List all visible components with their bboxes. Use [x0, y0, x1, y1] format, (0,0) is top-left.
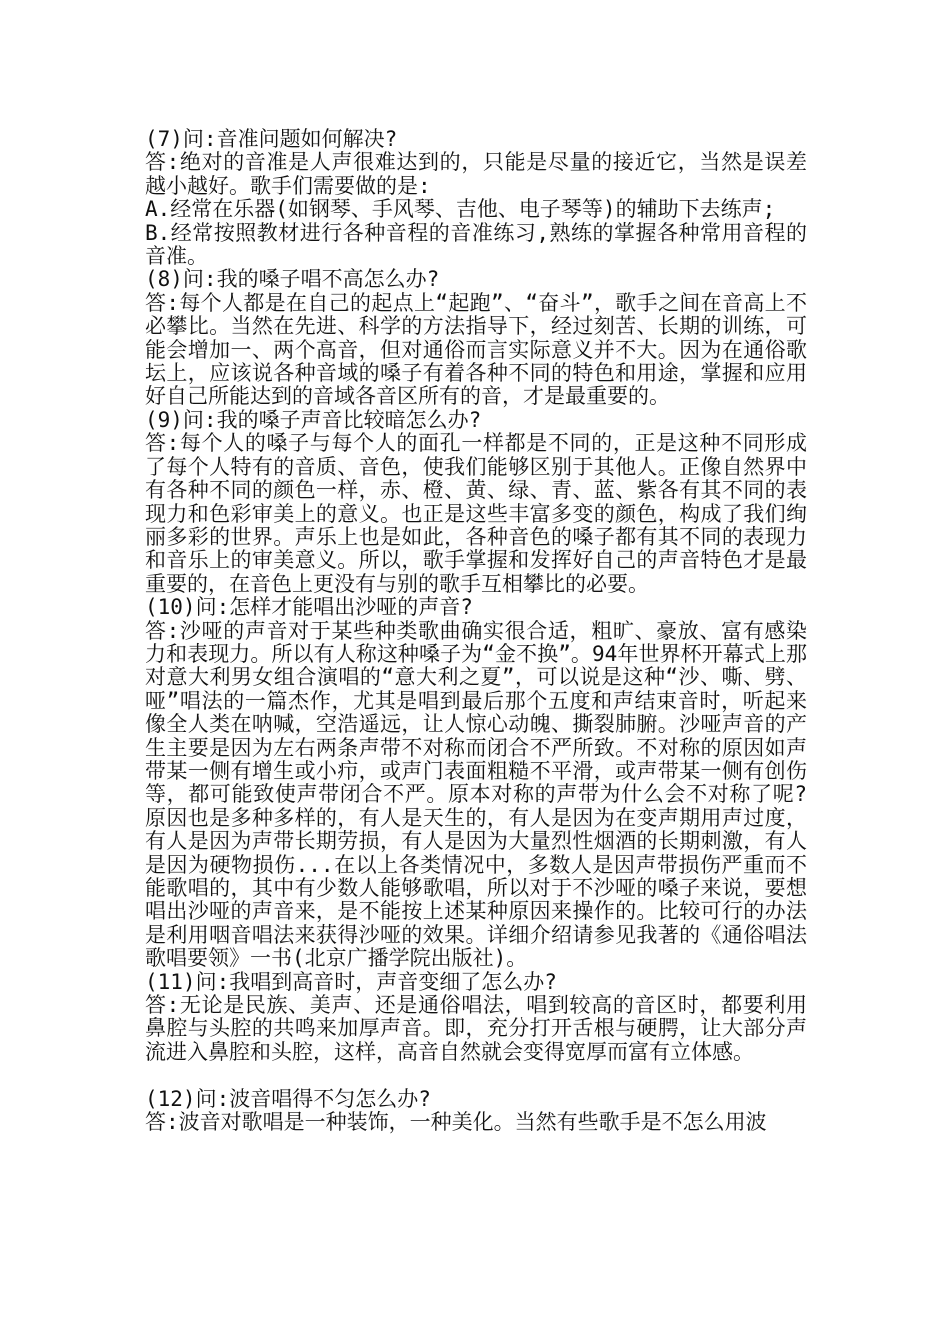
answer-7-text: 答:绝对的音准是人声很难达到的，只能是尽量的接近它，当然是误差越小越好。歌手们需要做的是:: [145, 150, 807, 198]
question-9-heading: (9)问:我的嗓子声音比较暗怎么办?: [145, 407, 482, 432]
answer-7-item-a: A.经常在乐器(如钢琴、手风琴、吉他、电子琴等)的辅助下去练声;: [145, 197, 776, 222]
question-10-heading: (10)问:怎样才能唱出沙哑的声音?: [145, 595, 473, 620]
document-body: [145, 128, 807, 1134]
answer-11-text: 答:无论是民族、美声、还是通俗唱法，唱到较高的音区时，都要利用鼻腔与头腔的共鸣来加厚声音。即，充分打开舌根与硬腭，让大部分声流进入鼻腔和头腔，这样，高音自然就会变得宽厚而富有立体感。: [145, 993, 807, 1064]
answer-9-text: 答:每个人的嗓子与每个人的面孔一样都是不同的，正是这种不同形成了每个人特有的音质、音色，使我们能够区别于其他人。正像自然界中有各种不同的颜色一样，赤、橙、黄、绿、青、蓝、紫各有其不同的表现力和色彩审美上的意义。也正是这些丰富多变的颜色，构成了我们绚丽多彩的世界。声乐上也是如此，各种音色的嗓子都有其不同的表现力和音乐上的审美意义。所以，歌手掌握和发挥好自己的声音特色才是最重要的，在音色上更没有与别的歌手互相攀比的必要。: [145, 431, 807, 596]
blank-line: [145, 1064, 807, 1087]
answer-12-text: 答:波音对歌唱是一种装饰，一种美化。当然有些歌手是不怎么用波: [145, 1110, 767, 1135]
answer-8-text: 答:每个人都是在自己的起点上“起跑”、“奋斗”，歌手之间在音高上不必攀比。当然在先进、科学的方法指导下，经过刻苦、长期的训练，可能会增加一、两个高音，但对通俗而言实际意义并不大。因为在通俗歌坛上，应该说各种音域的嗓子有着各种不同的特色和用途，掌握和应用好自己所能达到的音域各音区所有的音，才是最重要的。: [145, 290, 807, 409]
question-8-heading: (8)问:我的嗓子唱不高怎么办?: [145, 267, 440, 292]
question-12-heading: (12)问:波音唱得不匀怎么办?: [145, 1086, 431, 1111]
answer-10-text: 答:沙哑的声音对于某些种类歌曲确实很合适，粗旷、豪放、富有感染力和表现力。所以有人称这种嗓子为“金不换”。94年世界杯开幕式上那对意大利男女组合演唱的“意大利之夏”，可以说是这种“沙、嘶、劈、哑”唱法的一篇杰作，尤其是唱到最后那个五度和声结束音时，听起来像全人类在呐喊，空浩遥远，让人惊心动魄、撕裂肺腑。沙哑声音的产生主要是因为左右两条声带不对称而闭合不严所致。不对称的原因如声带某一侧有增生或小疖，或声门表面粗糙不平滑，或声带某一侧有创伤等，都可能致使声带闭合不严。原本对称的声带为什么会不对称了呢?原因也是多种多样的，有人是天生的，有人是因为在变声期用声过度，有人是因为声带长期劳损，有人是因为大量烈性烟酒的长期刺激，有人是因为硬物损伤...在以上各类情况中，多数人是因声带损伤严重而不能歌唱的，其中有少数人能够歌唱，所以对于不沙哑的嗓子来说，要想唱出沙哑的声音来，是不能按上述某种原因来操作的。比较可行的办法是利用咽音唱法来获得沙哑的效果。详细介绍请参见我著的《通俗唱法歌唱要领》一书(北京广播学院出版社)。: [145, 618, 807, 971]
question-7-heading: (7)问:音准问题如何解决?: [145, 127, 398, 151]
answer-7-item-b: B.经常按照教材进行各种音程的音准练习,熟练的掌握各种常用音程的音准。: [145, 220, 807, 269]
question-11-heading: (11)问:我唱到高音时，声音变细了怎么办?: [145, 969, 557, 994]
